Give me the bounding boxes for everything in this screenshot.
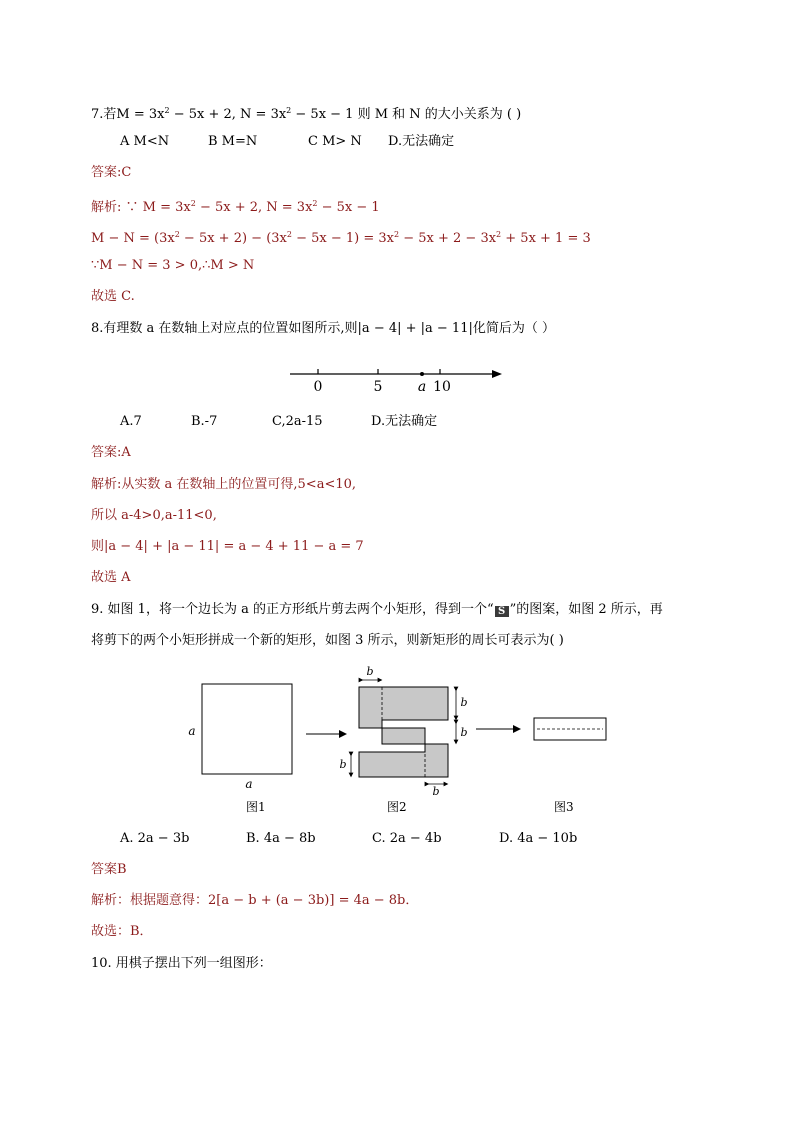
q9-conclusion: 故选：B．	[91, 924, 153, 939]
fig1-square	[202, 684, 292, 774]
q8-option-b: B.-7	[191, 414, 218, 429]
q10-stem: 10. 用棋子摆出下列一组图形：	[91, 956, 272, 971]
point-a	[420, 372, 424, 376]
q8-solution-line1: 解析:从实数 a 在数轴上的位置可得,5<a<10,	[91, 477, 357, 492]
fig3-caption: 图3	[554, 800, 574, 814]
q9-option-c: C. 2a − 4b	[372, 831, 442, 846]
q7-solution-line2: $M - N = (3x^2 - 5x + 2) - (3x^2 - 5x - 1) = 3x^2 - 5x + 2 - 3x^2 + 5x + 1 = 3$	[91, 230, 591, 246]
q9-option-b: B. 4a − 8b	[246, 831, 316, 846]
q9-figures	[180, 660, 620, 800]
fig2-b-right-top: b	[460, 696, 468, 709]
q7-conclusion: 故选 C.	[91, 289, 135, 304]
fig2-b-right-mid: b	[460, 726, 468, 739]
q9-solution: 解析：根据题意得：2[a − b + (a − 3b)] = 4a − 8b．	[91, 893, 419, 908]
axis-label-0: 0	[313, 379, 323, 395]
q8-option-d: D.无法确定	[371, 414, 438, 429]
q9-option-d: D. 4a − 10b	[499, 831, 578, 846]
fig1-label-bottom: a	[245, 777, 253, 791]
q8-solution-line2: 所以 a-4>0,a-11<0,	[91, 508, 217, 523]
q9-answer: 答案B	[91, 862, 127, 877]
q9-option-a: A. 2a − 3b	[120, 831, 190, 846]
axis-label-10: 10	[433, 379, 451, 395]
fig1-caption: 图1	[246, 800, 266, 814]
axis-arrow-icon	[492, 370, 502, 378]
fig2-b-top: b	[366, 665, 374, 678]
fig2-b-bottom: b	[432, 785, 440, 798]
q8-stem: 8.有理数 a 在数轴上对应点的位置如图所示,则|a − 4| + |a − 11|化简后为（ ）	[91, 321, 555, 336]
q8-solution-line3: 则|a − 4| + |a − 11| = a − 4 + 11 − a = 7	[91, 539, 364, 554]
q9-stem-line2: 将剪下的两个小矩形拼成一个新的矩形，如图 3 所示，则新矩形的周长可表示为( )	[91, 633, 564, 648]
q7-option-d: D.无法确定	[388, 134, 455, 149]
q8-option-c: C,2a-15	[272, 414, 323, 429]
q7-answer: 答案:C	[91, 165, 132, 180]
number-line-figure	[280, 360, 510, 396]
q7-option-a: A M<N	[120, 134, 170, 149]
q8-conclusion: 故选 A	[91, 570, 131, 585]
fig2-s-shape	[359, 687, 448, 777]
axis-label-a: a	[417, 379, 427, 395]
q7-solution-line1: 解析: ∵ $M = 3x^2 - 5x + 2$, $N = 3x^2 - 5x - 1$	[91, 199, 380, 215]
s-shape-icon: S	[495, 606, 509, 617]
q9-stem-line1: 9. 如图 1，将一个边长为 a 的正方形纸片剪去两个小矩形，得到一个“ S ”的图案，如图 2 所示，再	[91, 602, 663, 617]
q8-answer: 答案:A	[91, 445, 131, 460]
fig2-caption: 图2	[387, 800, 407, 814]
q7-option-b: B M=N	[208, 134, 258, 149]
fig2-b-left-bottom: b	[339, 758, 347, 771]
axis-label-5: 5	[373, 379, 383, 395]
q7-solution-line3: ∵M − N = 3 > 0,∴M > N	[91, 258, 255, 273]
fig1-label-left: a	[188, 724, 196, 738]
q8-option-a: A.7	[120, 414, 142, 429]
q7-stem: 7.若$M = 3x^2 - 5x + 2$, $N = 3x^2 - 5x - 1$ 则 M 和 N 的大小关系为 ( )	[91, 106, 522, 122]
q7-option-c: C M> N	[308, 134, 362, 149]
